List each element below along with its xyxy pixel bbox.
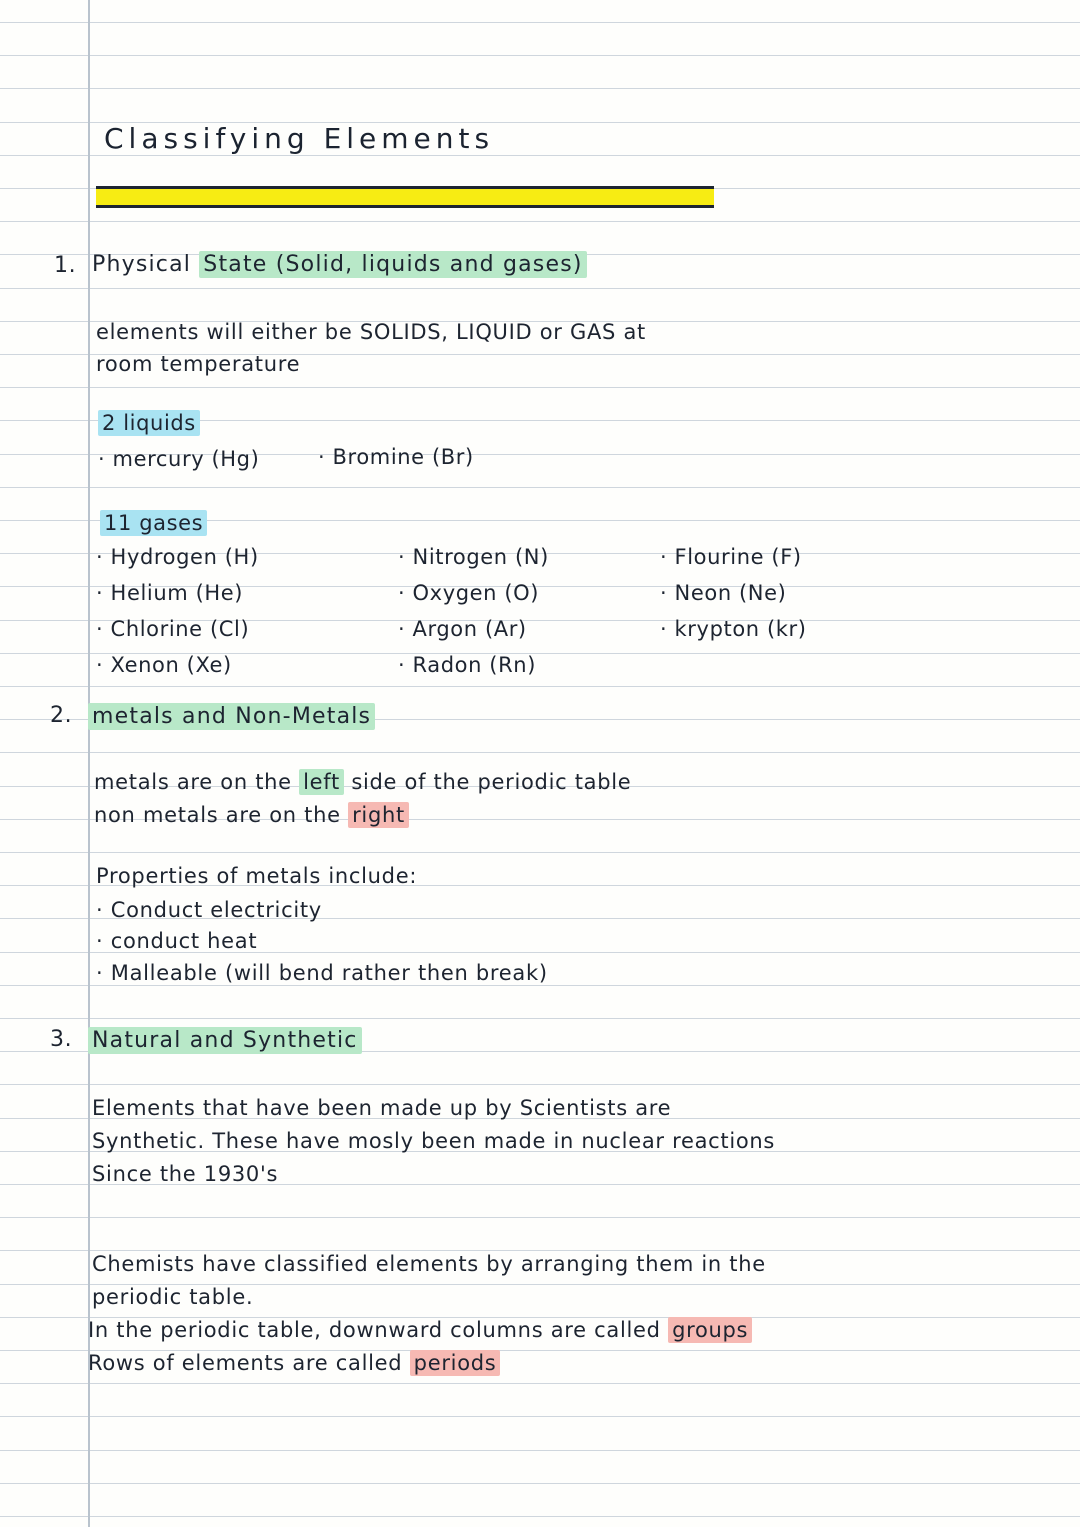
section-3-body-line-2: Synthetic. These have mosly been made in nuclear reactions [92,1129,776,1153]
gases-label-text: 11 gases [100,510,207,536]
s2-l2-a: non metals are on the [94,803,349,827]
section-3-number: 3. [50,1027,73,1052]
s3-c1-a: In the periodic table, downward columns are called [88,1318,669,1342]
gases-column-2 [398,545,549,689]
metal-property-item: · conduct heat [96,929,258,953]
section-1-number: 1. [54,253,77,278]
section-1-body-line-2: room temperature [96,352,301,376]
s3-c2-a: Rows of elements are called [88,1351,410,1375]
s2-l1-b: side of the periodic table [343,770,632,794]
s2-l2-highlight: right [348,802,409,828]
liquids-item-bromine: · Bromine (Br) [318,445,474,469]
gases-item: · Argon (Ar) [398,617,527,641]
gases-item: · Chlorine (Cl) [96,617,250,641]
gases-item: · Nitrogen (N) [398,545,549,569]
liquids-group-label [98,411,200,435]
section-2-heading-text: metals and Non-Metals [88,703,375,730]
section-2-body-line-2 [94,803,409,827]
gases-item: · Helium (He) [96,581,244,605]
gases-group-label [100,511,207,535]
gases-item: · Flourine (F) [660,545,802,569]
section-3-body-line-1: Elements that have been made up by Scientists are [92,1096,672,1120]
gases-item: · Hydrogen (H) [96,545,259,569]
liquids-label-text: 2 liquids [98,410,200,436]
gases-item: · Xenon (Xe) [96,653,232,677]
section-1-body-line-1: elements will either be SOLIDS, LIQUID or GAS at [96,320,646,344]
section-3-body2-line-1: Chemists have classified elements by arranging them in the [92,1252,766,1276]
section-2-heading [88,704,375,729]
gases-column-1 [96,545,259,689]
gases-item: · krypton (kr) [660,617,807,641]
section-3-closing-line-1 [88,1318,752,1342]
section-1-heading-plain: Physical [92,252,192,277]
gases-item: · Neon (Ne) [660,581,787,605]
section-2-number: 2. [50,703,73,728]
section-1-heading [92,252,587,277]
section-2-body-line-1 [94,770,631,794]
gases-column-3 [660,545,807,653]
metal-property-item: · Malleable (will bend rather then break) [96,961,548,985]
s3-c1-highlight: groups [668,1317,752,1343]
section-3-closing-line-2 [88,1351,500,1375]
liquids-item-mercury: · mercury (Hg) [98,447,260,471]
gases-item: · Oxygen (O) [398,581,540,605]
metal-properties-label: Properties of metals include: [96,864,418,888]
section-3-body2-line-2: periodic table. [92,1285,254,1309]
section-3-heading-text: Natural and Synthetic [88,1027,362,1054]
page-title: Classifying Elements [104,122,495,155]
title-highlight-underline [96,186,714,208]
section-3-heading [88,1028,362,1053]
s2-l1-a: metals are on the [94,770,300,794]
gases-item: · Radon (Rn) [398,653,536,677]
section-1-heading-highlight: State (Solid, liquids and gases) [199,251,586,278]
s2-l1-highlight: left [299,769,344,795]
s3-c2-highlight: periods [410,1350,501,1376]
metal-property-item: · Conduct electricity [96,898,322,922]
section-3-body-line-3: Since the 1930's [92,1162,279,1186]
